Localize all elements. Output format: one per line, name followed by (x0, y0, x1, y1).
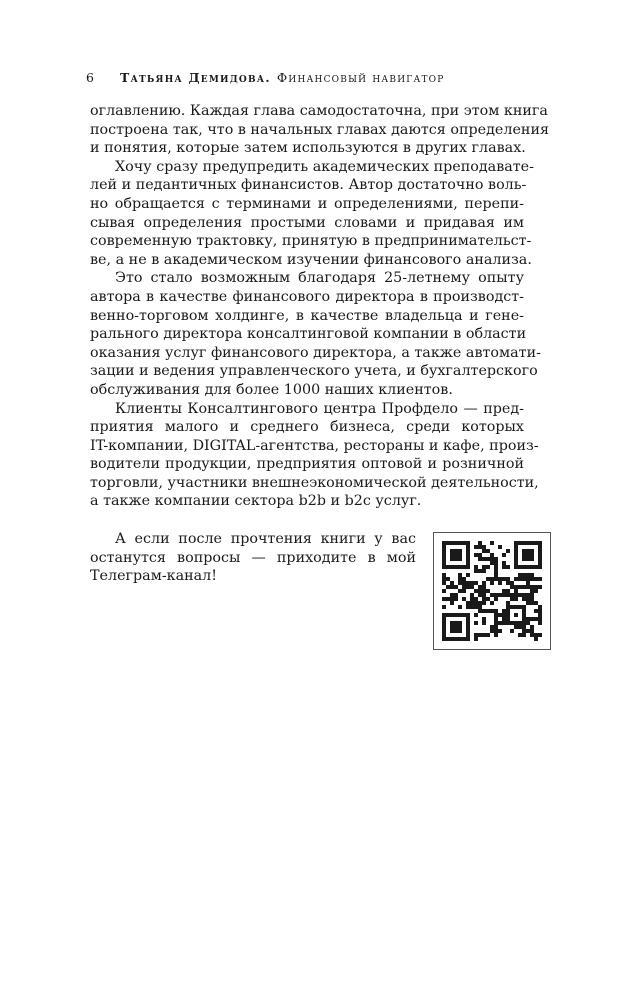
qr-code-icon (442, 541, 542, 641)
text-line: рального директора консалтинговой компании в области (90, 326, 527, 343)
text-line: современную трактовку, принятую в предпринимательст- (90, 233, 532, 250)
body-text (90, 102, 550, 511)
text-line: Это стало возможным благодаря 25-летнему опыту (115, 270, 524, 287)
text-line: а также компании сектора b2b и b2c услуг. (90, 493, 422, 510)
text-line: зации и ведения управленческого учета, и бухгалтерского (90, 363, 538, 380)
telegram-qr-code[interactable] (433, 532, 551, 650)
text-line: ве, а не в академическом изучении финансового анализа. (90, 251, 532, 268)
text-line: останутся вопросы — приходите в мой (90, 549, 416, 566)
text-line: IT-компании, DIGITAL-агентства, рестораны и кафе, произ- (90, 437, 539, 454)
header-author: Татьяна Демидова. (120, 70, 271, 85)
text-line: Телеграм-канал! (90, 568, 217, 585)
page-number: 6 (86, 70, 94, 85)
text-line: торговли, участники внешнеэкономической деятельности, (90, 474, 539, 491)
closing-paragraph (90, 530, 416, 586)
text-line: и понятия, которые затем используются в других главах. (90, 140, 526, 157)
text-line: водители продукции, предприятия оптовой и розничной (90, 456, 524, 473)
text-line: Хочу сразу предупредить академических преподавате- (115, 158, 534, 175)
text-line: оказания услуг финансового директора, а также автомати- (90, 344, 541, 361)
text-line: лей и педантичных финансистов. Автор достаточно воль- (90, 177, 527, 194)
text-line: автора в качестве финансового директора в производст- (90, 288, 524, 305)
text-line: построена так, что в начальных главах даются определения (90, 121, 550, 138)
text-line: Клиенты Консалтингового центра Профделo — пред- (115, 400, 524, 417)
text-line: приятия малого и среднего бизнеса, среди которых (90, 419, 524, 436)
text-line: но обращается с терминами и определениями, перепи- (90, 195, 524, 212)
text-line: сывая определения простыми словами и придавая им (90, 214, 524, 231)
text-line: А если после прочтения книги у вас (115, 531, 416, 547)
text-line: оглавлению. Каждая глава самодостаточна, при этом книга (90, 103, 548, 119)
text-line: обслуживания для более 1000 наших клиентов. (90, 381, 453, 398)
running-header (86, 70, 546, 86)
text-line: венно-торговом холдинге, в качестве владельца и гене- (90, 307, 524, 324)
header-book-title: Финансовый навигатор (276, 70, 445, 85)
